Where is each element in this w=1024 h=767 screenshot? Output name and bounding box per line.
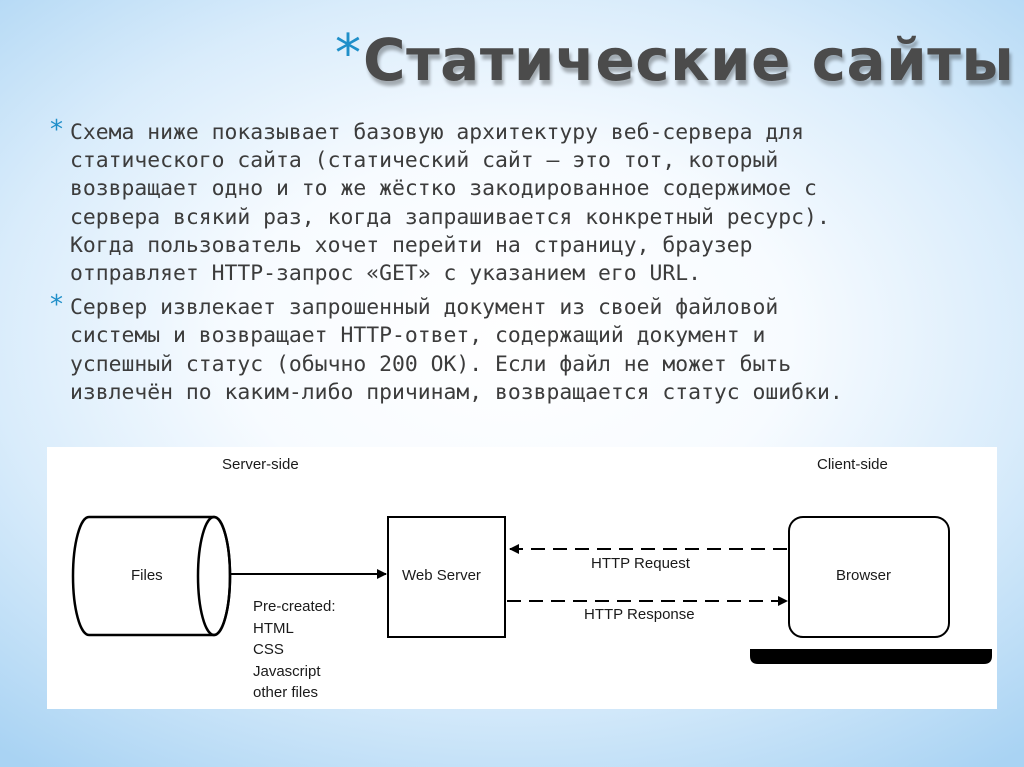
bullet-item (50, 290, 970, 407)
browser-label: Browser (836, 567, 892, 584)
bullet-text: Сервер извлекает запрошенный документ из своей файловой системы и возвращает HTTP-ответ, содержащий документ и успешный статус (обычно 200 OK). Если файл не может быть извлечён по каким-либо причинам, возвращается статус ошибки. (70, 295, 843, 405)
bullet-text: Схема ниже показывает базовую архитектуру веб-сервера для статического сайта (статический сайт — это тот, который возвращает одно и то же жёстко закодированное содержимое с сервера всякий раз, когда запрашивается конкретный ресурс). Когда пользователь хочет перейти на страницу, браузер отправляет HTTP-запрос «GET» с указанием его URL. (70, 120, 830, 287)
title-bullet-icon: * (335, 24, 361, 84)
files-label: Files (131, 567, 163, 584)
bullet-star-icon: * (50, 290, 63, 321)
architecture-diagram (47, 447, 997, 709)
precreated-line: HTML (253, 620, 294, 637)
client-side-label: Client-side (817, 456, 888, 473)
bullet-star-icon: * (50, 115, 63, 145)
http-response-label: HTTP Response (584, 606, 695, 623)
slide-title: Статические сайты (363, 26, 1015, 94)
bullet-list (50, 115, 970, 413)
http-request-label: HTTP Request (591, 555, 690, 572)
web-server-label: Web Server (402, 567, 481, 584)
precreated-line: Javascript (253, 663, 321, 680)
precreated-line: other files (253, 684, 319, 701)
precreated-line: CSS (253, 641, 284, 658)
precreated-line: Pre-created: (253, 598, 336, 615)
laptop-base-icon (750, 649, 992, 664)
slide-title-block (335, 18, 1015, 118)
server-side-label: Server-side (222, 456, 299, 473)
bullet-item (50, 115, 970, 288)
